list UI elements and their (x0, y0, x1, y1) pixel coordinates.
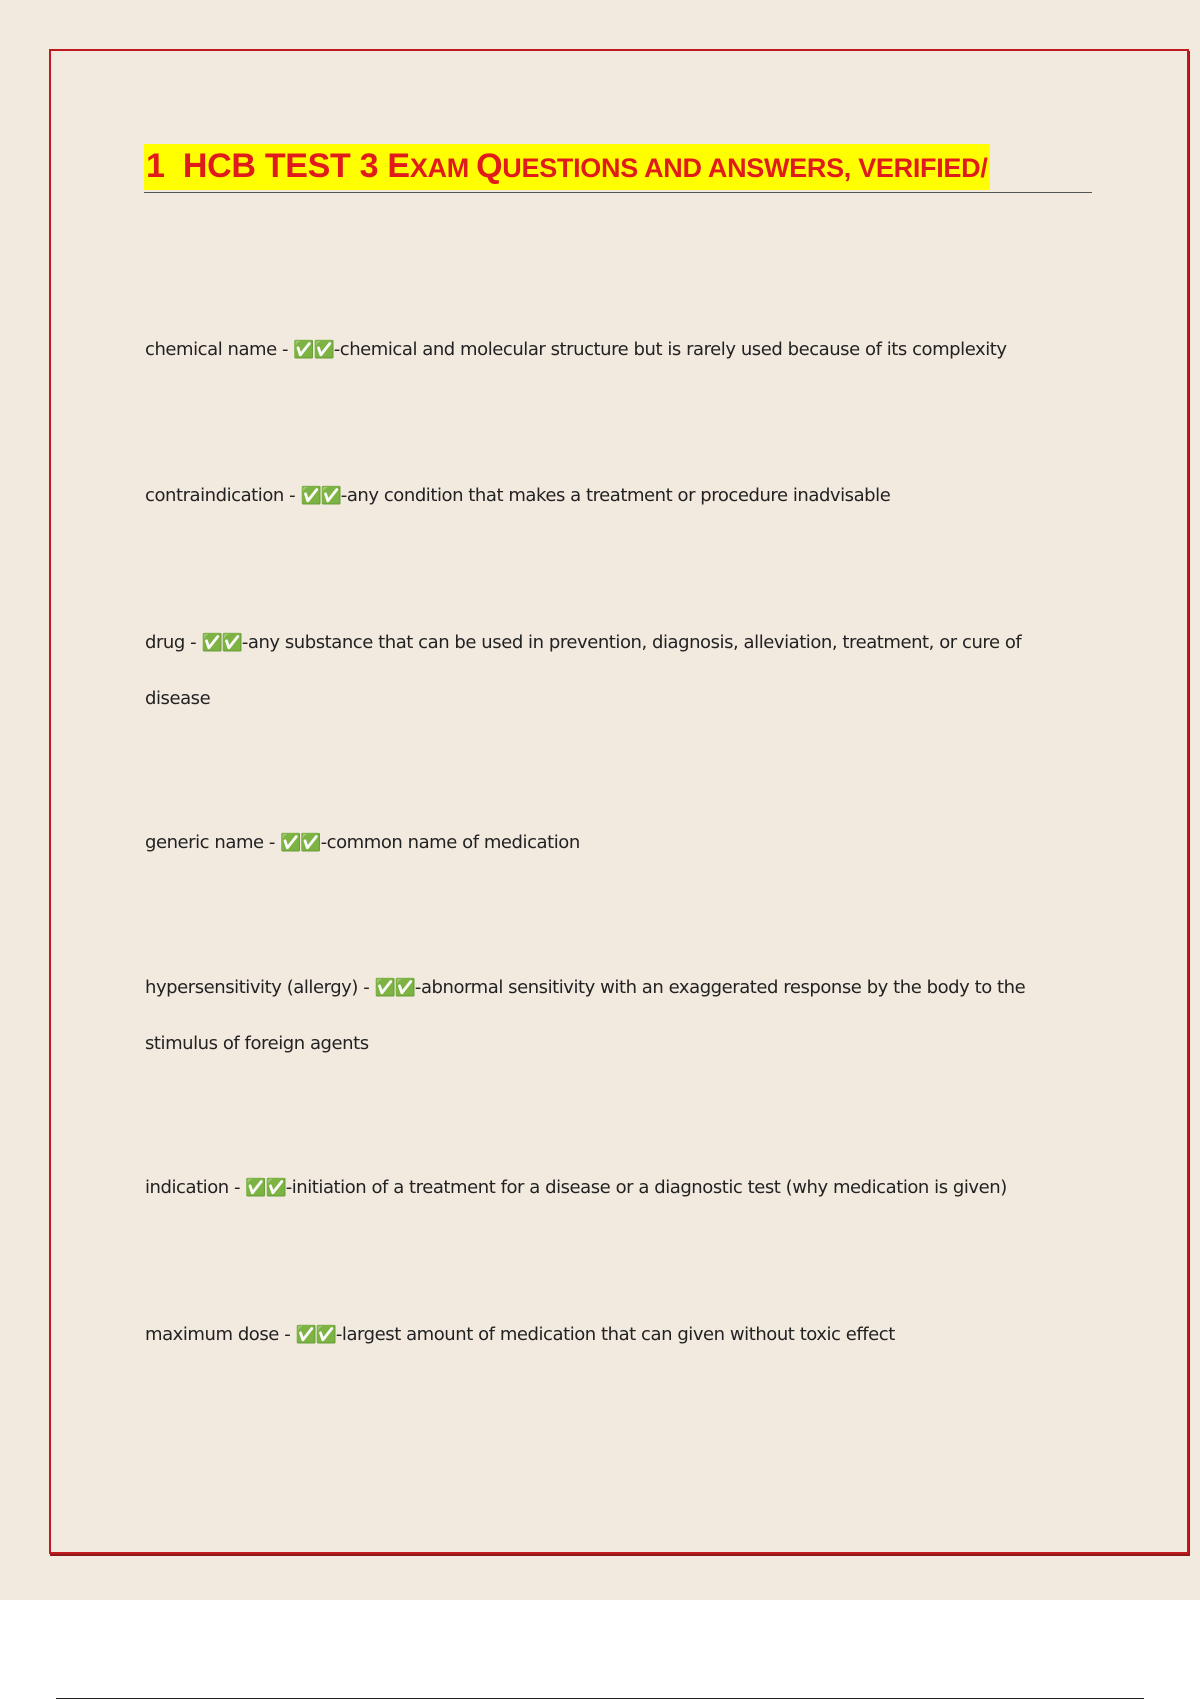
title-part: E (387, 147, 410, 185)
entry-definition: -initiation of a treatment for a disease or a diagnostic test (why medication is given) (285, 1177, 1007, 1198)
entry-definition: -chemical and molecular structure but is rarely used because of its complexity (333, 339, 1007, 360)
entry-definition: -any condition that makes a treatment or procedure inadvisable (340, 485, 891, 506)
entry-line: hypersensitivity (allergy) - ✅✅-abnormal sensitivity with an exaggerated response by the body to the (145, 977, 1026, 998)
title-number: 1 (146, 147, 165, 185)
double-check-icon: ✅✅ (300, 486, 341, 506)
double-check-icon: ✅✅ (295, 1325, 336, 1345)
entry-line: maximum dose - ✅✅-largest amount of medication that can given without toxic effect (145, 1324, 895, 1345)
title-main: HCB TEST 3 (182, 147, 388, 185)
entry-term: hypersensitivity (allergy) (145, 977, 358, 998)
definition-entry (145, 615, 1075, 727)
entry-continuation: disease (145, 688, 211, 709)
entry-definition: -any substance that can be used in prevention, diagnosis, alleviation, treatment, or cure of (241, 632, 1022, 653)
definition-entry (145, 1307, 1075, 1363)
definition-entry (145, 322, 1075, 378)
document-heading (144, 144, 1092, 193)
entry-line: contraindication - ✅✅-any condition that makes a treatment or procedure inadvisable (145, 485, 891, 506)
entry-continuation: stimulus of foreign agents (145, 1033, 369, 1054)
definition-entry (145, 960, 1075, 1072)
title-part: Q (476, 147, 503, 185)
double-check-icon: ✅✅ (245, 1178, 286, 1198)
double-check-icon: ✅✅ (280, 833, 321, 853)
entry-term: indication (145, 1177, 229, 1198)
double-check-icon: ✅✅ (201, 633, 242, 653)
entry-definition: -common name of medication (320, 832, 580, 853)
definition-entry (145, 815, 1075, 871)
definition-entry (145, 1160, 1075, 1216)
entry-line: indication - ✅✅-initiation of a treatment for a disease or a diagnostic test (why medication is given) (145, 1177, 1007, 1198)
entry-line: chemical name - ✅✅-chemical and molecular structure but is rarely used because of its complexity (145, 339, 1007, 360)
document-title (144, 144, 990, 190)
entry-definition: -largest amount of medication that can given without toxic effect (335, 1324, 895, 1345)
entry-term: chemical name (145, 339, 277, 360)
entry-term: maximum dose (145, 1324, 279, 1345)
double-check-icon: ✅✅ (374, 978, 415, 998)
title-part: UESTIONS AND ANSWERS, VERIFIED/ (502, 153, 988, 183)
double-check-icon: ✅✅ (293, 340, 334, 360)
entry-term: contraindication (145, 485, 284, 506)
entry-line: drug - ✅✅-any substance that can be used in prevention, diagnosis, alleviation, treatment, or cure of (145, 632, 1022, 653)
entry-term: drug (145, 632, 185, 653)
entry-definition: -abnormal sensitivity with an exaggerated response by the body to the (414, 977, 1026, 998)
definition-entry (145, 468, 1075, 524)
footer-divider (56, 1698, 1144, 1699)
entry-line: generic name - ✅✅-common name of medication (145, 832, 580, 853)
title-part: XAM (409, 153, 477, 183)
entry-term: generic name (145, 832, 264, 853)
